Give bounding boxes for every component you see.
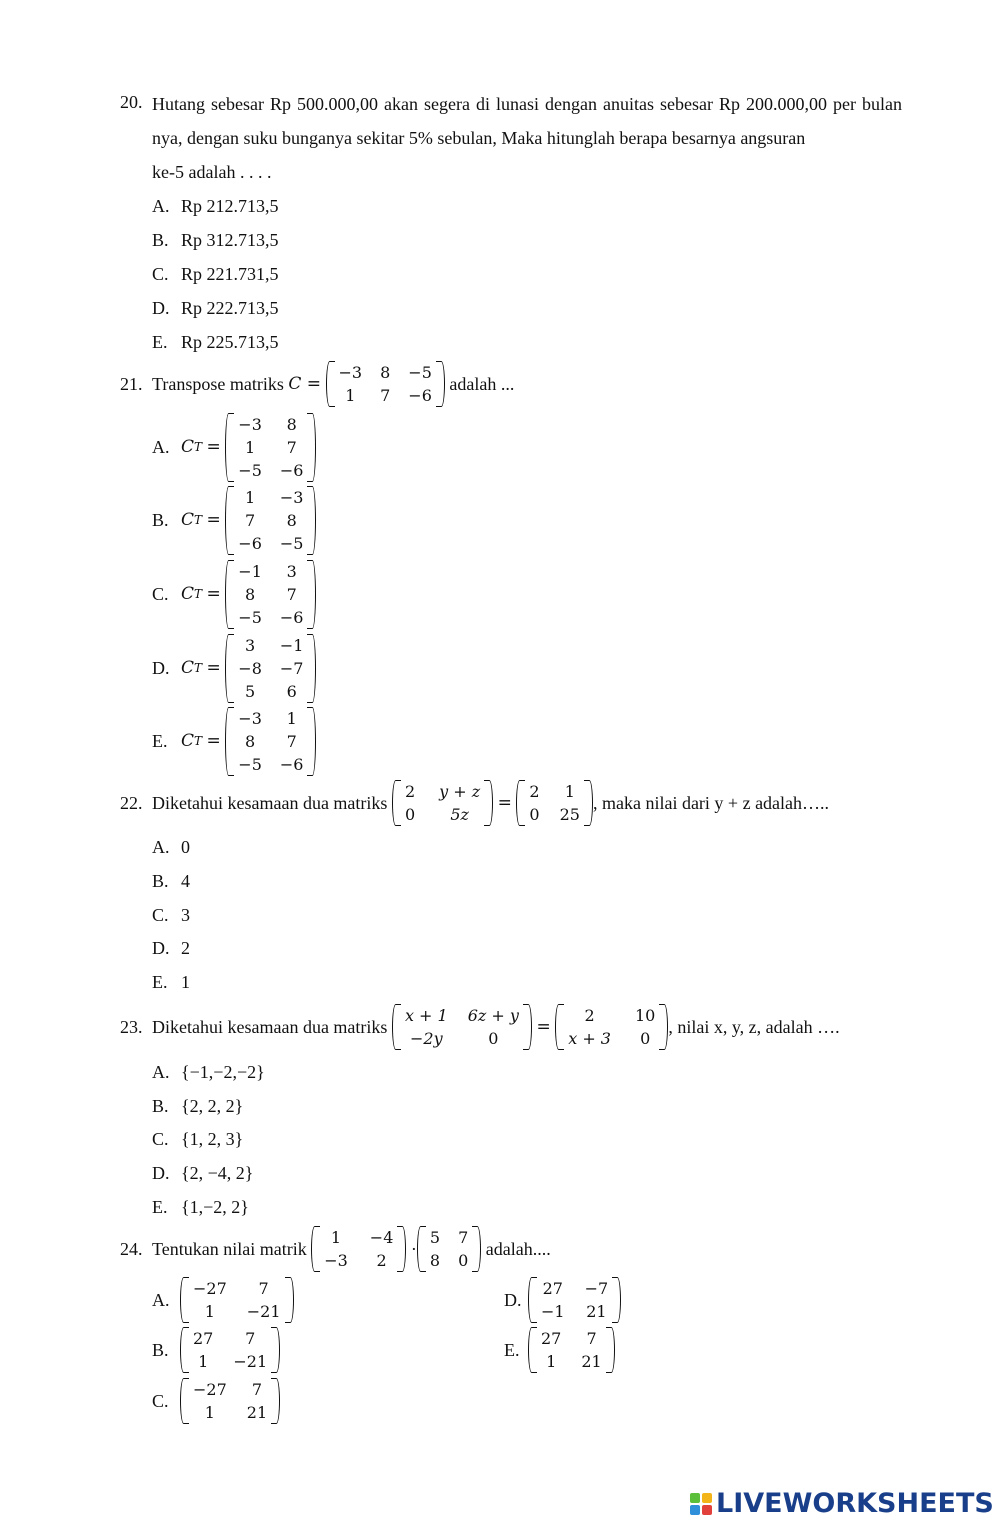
matrix-cell: 8 [244,731,256,751]
matrix-cell: 7 [286,584,297,604]
matrix-cell: −5 [238,754,262,774]
logo-block [702,1505,712,1515]
matrix-cell: 25 [559,805,580,824]
q24-option-c[interactable] [152,1378,280,1424]
q21-option-d-label: D. [152,657,170,678]
matrix-cell: −7 [584,1279,609,1298]
q20-option-a[interactable]: Rp 212.713,5 [181,196,279,216]
q22-option-d-label: D. [152,938,170,958]
ct-symbol: C [181,584,195,604]
q21-lhs: C = [288,374,321,394]
logo-block [690,1493,700,1503]
matrix-cell: 1 [198,1352,209,1371]
matrix-cell: 8 [244,584,256,604]
q24-option-b[interactable] [152,1327,280,1373]
matrix-cell: −6 [279,607,304,627]
q22-option-b[interactable]: 4 [181,871,190,891]
matrix-cell: 3 [286,561,297,581]
q21-option-b-label: B. [152,509,169,530]
q23-option-a-label: A. [152,1062,170,1082]
q20-option-e[interactable]: Rp 225.713,5 [181,332,279,352]
ct-symbol: C [181,658,195,678]
q21-option-e-label: E. [152,730,168,751]
matrix-cell: 21 [246,1403,268,1422]
equals-sign: = [206,437,221,457]
matrix-cell: y + z [439,782,481,801]
q21-matrix-c [326,361,445,407]
q23-number: 23. [120,1017,143,1037]
q22-option-e-label: E. [152,972,168,992]
t-superscript: T [194,587,203,601]
matrix-cell: −5 [238,607,262,627]
q23-option-a[interactable]: {−1,−2,−2} [181,1062,265,1082]
matrix-cell: 27 [193,1329,214,1348]
matrix-cell: −1 [238,561,262,581]
q22-option-c-label: C. [152,905,169,925]
matrix-cell: −6 [408,386,432,405]
matrix-cell: 0 [640,1029,651,1048]
matrix-cell: −5 [238,460,262,480]
logo-block [702,1493,712,1503]
q23-option-d-label: D. [152,1163,170,1183]
matrix-cell: 7 [458,1228,469,1247]
matrix-cell: 1 [345,386,356,405]
q24-option-e-matrix [528,1327,615,1373]
matrix-cell: −8 [238,658,262,678]
matrix-cell: −5 [408,363,432,382]
matrix-cell: 5 [244,681,256,701]
matrix-cell: −3 [324,1251,348,1270]
matrix-cell: −6 [279,754,304,774]
matrix-cell: 7 [380,386,391,405]
matrix-cell: 2 [376,1251,387,1270]
matrix-cell: −21 [233,1352,268,1371]
matrix-cell: 27 [541,1329,562,1348]
t-superscript: T [194,734,203,748]
matrix-cell: 2 [404,782,416,801]
matrix-cell: 7 [251,1380,263,1399]
q20-option-d[interactable]: Rp 222.713,5 [181,298,279,318]
matrix-cell: 7 [245,1329,256,1348]
matrix-cell: 21 [586,1302,607,1321]
matrix-cell: −3 [238,414,262,434]
q22-option-e[interactable]: 1 [181,972,190,992]
matrix-cell: −27 [193,1380,227,1399]
q23-option-e[interactable]: {1,−2, 2} [181,1197,249,1217]
q22-matrix-left [392,780,493,826]
matrix-cell: 7 [286,437,297,457]
q22-option-c[interactable]: 3 [181,905,190,925]
q24-number: 24. [120,1239,143,1259]
matrix-cell: 1 [204,1403,215,1422]
q23-option-c[interactable]: {1, 2, 3} [181,1129,244,1149]
matrix-cell: −2y [410,1029,443,1048]
matrix-cell: 1 [244,437,256,457]
matrix-cell: x + 3 [568,1029,611,1048]
matrix-cell: 1 [564,782,575,801]
ct-symbol: C [181,731,195,751]
q20-text-body: Hutang sebesar Rp 500.000,00 akan segera di lunasi dengan anuitas sebesar Rp 200.000,00 per bulan nya, dengan suku bunganya sekitar 5% sebulan, Maka hitunglah berapa besarnya angsuran [152,94,902,148]
dot-operator: · [410,1238,417,1259]
q21-option-b[interactable] [152,485,316,555]
matrix-cell: 6 [286,681,297,701]
q24-question [152,1226,551,1272]
q22-matrix-right [516,780,593,826]
q24-matrix-right [417,1226,481,1272]
matrix-cell: −3 [238,708,262,728]
q23-matrix-left [392,1004,532,1050]
q21-option-a[interactable] [152,412,316,482]
matrix-cell: −5 [279,533,304,553]
logo-brand-text: LIVEWORKSHEETS [716,1488,994,1519]
matrix-cell: 7 [244,510,256,530]
q20-option-c[interactable]: Rp 221.731,5 [181,264,279,284]
q24-option-d-label: D. [504,1289,522,1310]
q21-question [152,361,514,407]
matrix-cell: 5 [429,1228,441,1247]
q21-option-d[interactable] [152,633,316,703]
q22-option-b-label: B. [152,871,169,891]
matrix-cell: 7 [586,1329,597,1348]
q21-option-b-matrix [225,486,316,555]
q22-option-a[interactable]: 0 [181,837,190,857]
q24-option-b-matrix [180,1327,280,1373]
t-superscript: T [194,440,203,454]
matrix-cell: −6 [279,460,304,480]
q24-option-e-label: E. [504,1339,520,1360]
matrix-cell: 7 [258,1279,269,1298]
matrix-cell: 27 [542,1279,563,1298]
q23-suffix: , nilai x, y, z, adalah …. [668,1016,840,1037]
equals-sign: = [536,1017,551,1037]
q24-option-e[interactable] [504,1327,615,1373]
matrix-cell: 7 [286,731,297,751]
matrix-cell: −27 [193,1279,227,1298]
q21-option-a-matrix [225,413,316,482]
q20-option-b-label: B. [152,230,169,250]
matrix-cell: 3 [244,635,256,655]
t-superscript: T [194,513,203,527]
q21-option-d-matrix [225,634,316,703]
matrix-cell: 1 [244,487,256,507]
q21-option-c[interactable] [152,559,316,629]
equals-sign: = [206,731,221,751]
q21-option-c-matrix [225,560,316,629]
q20-option-e-label: E. [152,332,168,352]
q23-option-c-label: C. [152,1129,169,1149]
q24-option-d-matrix [528,1277,621,1323]
matrix-cell: −21 [246,1302,281,1321]
q22-option-d[interactable]: 2 [181,938,190,958]
ct-symbol: C [181,510,195,530]
q24-option-c-matrix [180,1378,280,1424]
equals-sign: = [206,584,221,604]
matrix-cell: 1 [204,1302,215,1321]
q20-text-end: ke-5 adalah . . . . [152,162,272,182]
matrix-cell: 0 [404,805,416,824]
q22-option-a-label: A. [152,837,170,857]
matrix-cell: 6z + y [467,1006,519,1025]
matrix-cell: 5z [450,805,469,824]
matrix-cell: −3 [338,363,363,382]
q24-option-d[interactable] [504,1277,621,1323]
q21-prefix: Transpose matriks [152,373,284,394]
q21-suffix: adalah ... [449,373,515,394]
matrix-cell: 1 [546,1352,557,1371]
matrix-cell: −7 [279,658,304,678]
q22-suffix: , maka nilai dari y + z adalah….. [592,792,830,813]
logo-block [690,1505,700,1515]
liveworksheets-logo [690,1488,994,1519]
q20-text [152,87,902,189]
matrix-cell: 0 [458,1251,469,1270]
q24-option-c-label: C. [152,1390,169,1411]
matrix-cell: 0 [529,805,540,824]
q20-option-b[interactable]: Rp 312.713,5 [181,230,279,250]
matrix-cell: 2 [529,782,540,801]
q21-number: 21. [120,374,143,394]
q24-option-a[interactable] [152,1277,294,1323]
q24-option-a-label: A. [152,1289,170,1310]
matrix-cell: 1 [330,1228,342,1247]
q23-option-e-label: E. [152,1197,168,1217]
matrix-cell: −6 [238,533,262,553]
q20-option-a-label: A. [152,196,170,216]
q24-option-a-matrix [180,1277,294,1323]
q23-option-b-label: B. [152,1096,169,1116]
matrix-cell: 21 [581,1352,602,1371]
logo-blocks-icon [690,1493,712,1515]
q22-question [152,780,829,826]
q22-number: 22. [120,793,143,813]
q23-prefix: Diketahui kesamaan dua matriks [152,1016,388,1037]
matrix-cell: 1 [286,708,297,728]
q21-option-a-label: A. [152,436,170,457]
matrix-cell: −3 [279,487,304,507]
ct-symbol: C [181,437,195,457]
equals-sign: = [206,658,221,678]
equals-sign: = [497,793,512,813]
q21-option-c-label: C. [152,583,169,604]
q24-suffix: adalah.... [485,1238,551,1259]
matrix-cell: 8 [286,414,297,434]
matrix-cell: 8 [380,363,391,382]
q23-option-b[interactable]: {2, 2, 2} [181,1096,244,1116]
q20-option-d-label: D. [152,298,170,318]
q24-option-b-label: B. [152,1339,169,1360]
matrix-cell: 2 [584,1006,595,1025]
q22-prefix: Diketahui kesamaan dua matriks [152,792,388,813]
matrix-cell: x + 1 [404,1006,448,1025]
q20-number: 20. [120,92,143,112]
q20-option-c-label: C. [152,264,169,284]
q24-matrix-left [311,1226,406,1272]
matrix-cell: 8 [286,510,297,530]
matrix-cell: −4 [369,1228,394,1247]
matrix-cell: −1 [279,635,304,655]
matrix-cell: 8 [429,1251,441,1270]
q21-option-e[interactable] [152,706,316,776]
t-superscript: T [194,661,203,675]
q23-option-d[interactable]: {2, −4, 2} [181,1163,254,1183]
matrix-cell: 0 [488,1029,499,1048]
equals-sign: = [206,510,221,530]
matrix-cell: −1 [541,1302,565,1321]
q24-prefix: Tentukan nilai matrik [152,1238,307,1259]
q23-matrix-right [555,1004,668,1050]
q21-option-e-matrix [225,707,316,776]
matrix-cell: 10 [634,1006,656,1025]
q23-question [152,1004,840,1050]
